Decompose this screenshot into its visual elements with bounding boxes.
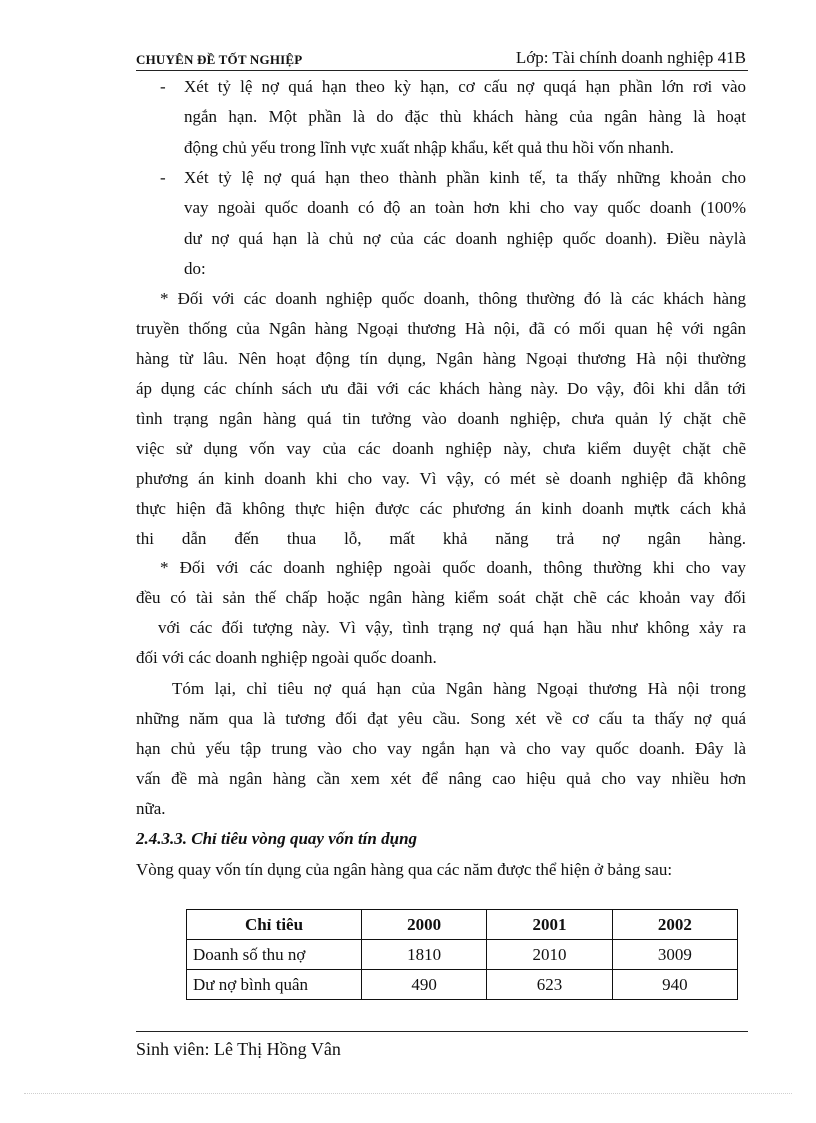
body-line: * Đối với các doanh nghiệp ngoài quốc doanh, thông thường khi cho vay — [160, 558, 746, 577]
table-cell: 623 — [487, 970, 612, 1000]
body-line: thi dẫn đến thua lỗ, mất khả năng trả nợ ngân hàng. — [136, 529, 746, 548]
footer-author: Sinh viên: Lê Thị Hồng Vân — [136, 1039, 341, 1059]
data-table — [186, 909, 738, 1000]
body-line: Xét tỷ lệ nợ quá hạn theo kỳ hạn, cơ cấu nợ quqá hạn phần lớn rơi vào — [184, 77, 746, 96]
table-header-cell: 2001 — [487, 910, 612, 940]
table-header-cell: Chỉ tiêu — [187, 910, 362, 940]
table-cell: 2010 — [487, 940, 612, 970]
page-header — [136, 48, 748, 71]
body-line: đều có tài sản thế chấp hoặc ngân hàng kiểm soát chặt chẽ các khoản vay đối — [136, 588, 746, 607]
page-edge-divider — [24, 1093, 792, 1094]
body-line: hạn chủ yếu tập trung vào cho vay ngắn hạn và cho vay quốc doanh. Đây là — [136, 739, 746, 758]
table-row — [187, 970, 738, 1000]
body-line: việc sử dụng vốn vay của các doanh nghiệp này, chưa kiểm duyệt chặt chẽ — [136, 439, 746, 458]
body-line: nữa. — [136, 799, 166, 818]
table-intro: Vòng quay vốn tín dụng của ngân hàng qua các năm được thể hiện ở bảng sau: — [136, 860, 673, 879]
body-line: hàng từ lâu. Nên hoạt động tín dụng, Ngân hàng Ngoại thương Hà nội thường — [136, 349, 746, 368]
table-cell: 3009 — [612, 940, 737, 970]
bullet-marker: - — [160, 77, 166, 96]
table-header-row — [187, 910, 738, 940]
header-class: Lớp: Tài chính doanh nghiệp 41B — [515, 48, 746, 67]
body-line: với các đối tượng này. Vì vậy, tình trạng nợ quá hạn hầu như không xảy ra — [158, 618, 746, 637]
table-cell: Dư nợ bình quân — [187, 970, 362, 1000]
body-line: tình trạng ngân hàng quá tin tưởng vào doanh nghiệp, chưa quản lý chặt chẽ — [136, 409, 746, 428]
body-line: * Đối với các doanh nghiệp quốc doanh, thông thường đó là các khách hàng — [160, 289, 746, 308]
body-line: dư nợ quá hạn là chủ nợ của các doanh nghiệp quốc doanh). Điều nàylà — [184, 229, 746, 248]
table-cell: Doanh số thu nợ — [187, 940, 362, 970]
table-header-cell: 2000 — [362, 910, 487, 940]
body-line: do: — [184, 259, 206, 278]
table-header-cell: 2002 — [612, 910, 737, 940]
body-line: thực hiện đã không thực hiện được các phương án kinh doanh mựtk cách khả — [136, 499, 746, 518]
section-heading: 2.4.3.3. Chỉ tiêu vòng quay vốn tín dụng — [136, 829, 418, 848]
body-line: phương án kinh doanh khi cho vay. Vì vậy, có mét sè doanh nghiệp đã không — [136, 469, 746, 488]
body-line: Xét tỷ lệ nợ quá hạn theo thành phần kinh tế, ta thấy những khoản cho — [184, 168, 746, 187]
body-line: ngắn hạn. Một phần là do đặc thù khách hàng của ngân hàng là hoạt — [184, 107, 746, 126]
header-title: CHUYÊN ĐỀ TỐT NGHIỆP — [136, 52, 303, 67]
body-line: truyền thống của Ngân hàng Ngoại thương Hà nội, đã có mối quan hệ với ngân — [136, 319, 746, 338]
body-line: Tóm lại, chỉ tiêu nợ quá hạn của Ngân hàng Ngoại thương Hà nội trong — [172, 679, 746, 698]
bullet-marker: - — [160, 168, 166, 187]
table-cell: 490 — [362, 970, 487, 1000]
table-cell: 940 — [612, 970, 737, 1000]
body-line: vay ngoài quốc doanh có độ an toàn hơn khi cho vay quốc doanh (100% — [184, 198, 746, 217]
body-line: động chủ yếu trong lĩnh vực xuất nhập khẩu, kết quả thu hồi vốn nhanh. — [184, 138, 674, 157]
body-line: áp dụng các chính sách ưu đãi với các khách hàng này. Do vậy, đôi khi dẫn tới — [136, 379, 746, 398]
body-line: đối với các doanh nghiệp ngoài quốc doanh. — [136, 648, 437, 667]
table-cell: 1810 — [362, 940, 487, 970]
body-line: vấn đề mà ngân hàng cần xem xét để nâng cao hiệu quả cho vay nhiều hơn — [136, 769, 746, 788]
footer-divider — [136, 1031, 748, 1032]
table-row — [187, 940, 738, 970]
body-line: những năm qua là tương đối đạt yêu cầu. Song xét về cơ cấu ta thấy nợ quá — [136, 709, 746, 728]
